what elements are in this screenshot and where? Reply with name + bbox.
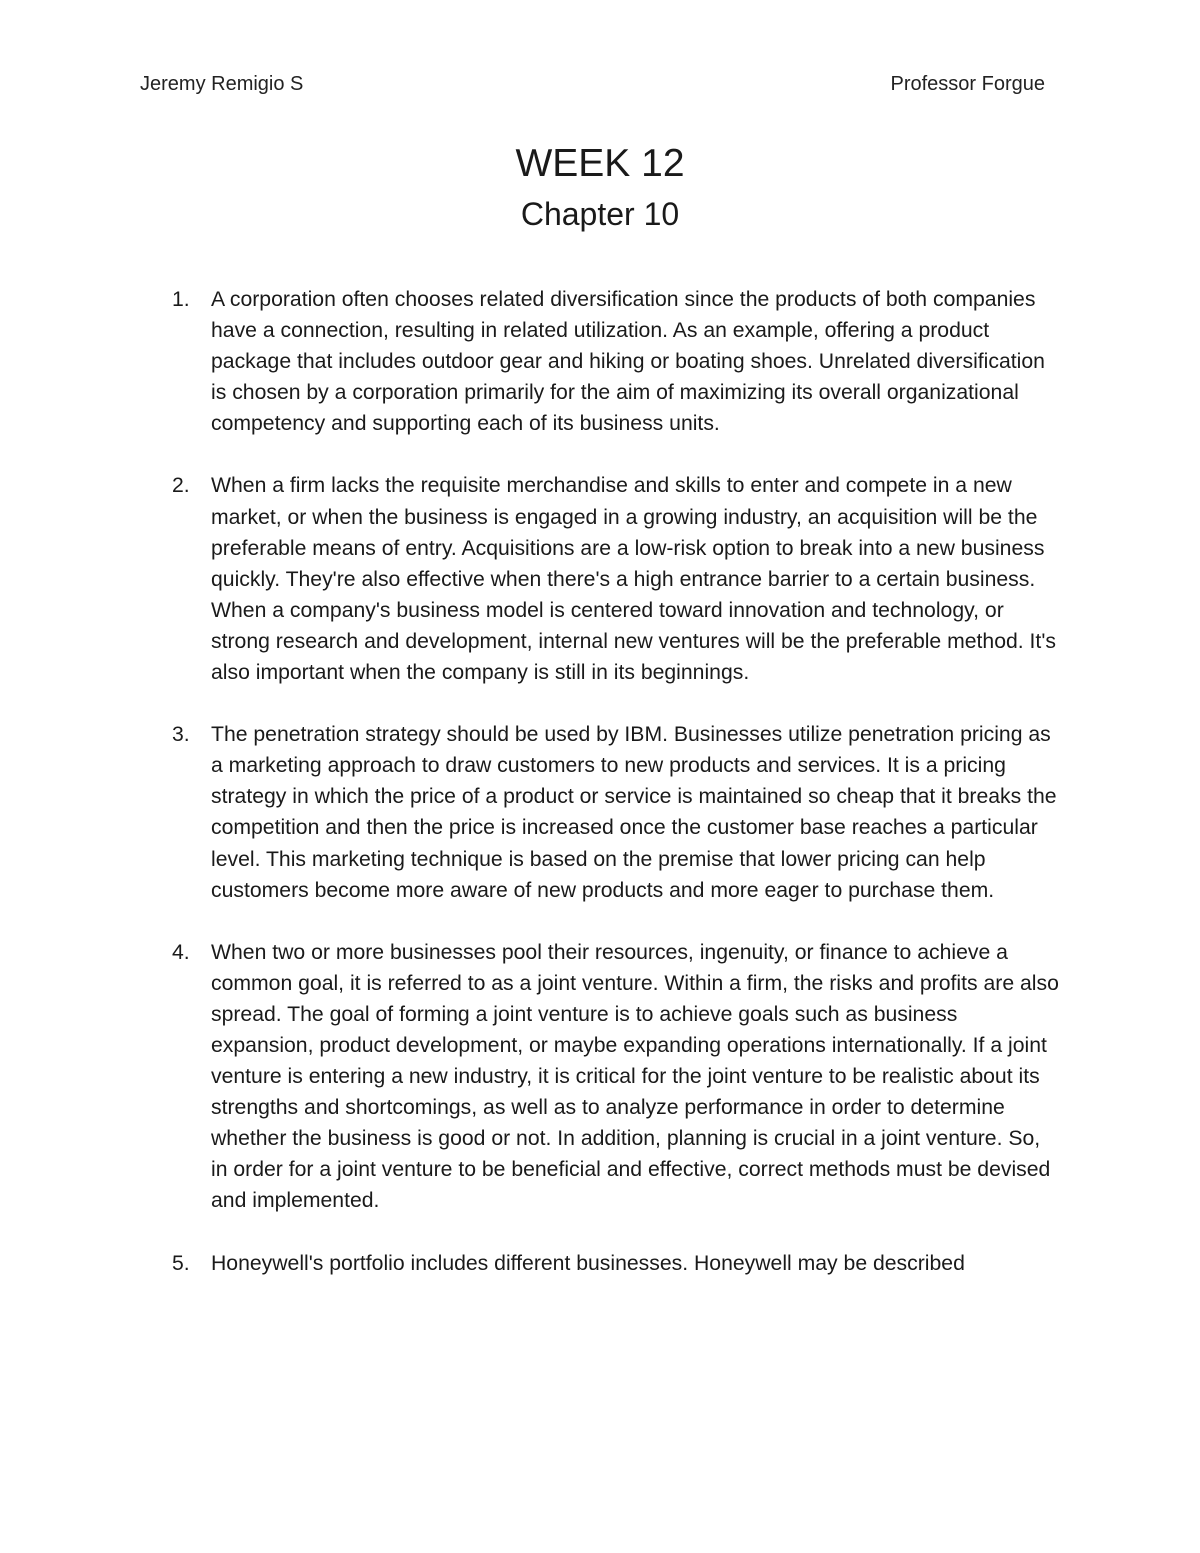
- list-item-text: When a firm lacks the requisite merchandise and skills to enter and compete in a new market, or when the business is engaged in a growing industry, an acquisition will be the preferable means of entry. Acquisitions are a low-risk option to break into a new business quickly. They're also effective when there's a high entrance barrier to a certain business. When a company's business model is centered toward innovation and technology, or strong research and development, internal new ventures will be the preferable method. It's also important when the company is still in its beginnings.: [211, 474, 1056, 685]
- page-header: [140, 70, 1045, 100]
- list-item: [0, 719, 1200, 906]
- professor-name: Professor Forgue: [890, 73, 1045, 95]
- list-item-number: 1.: [172, 288, 190, 311]
- list-item-number: 4.: [172, 940, 190, 964]
- page-subtitle: Chapter 10: [520, 196, 680, 232]
- list-item-number: 3.: [172, 723, 190, 747]
- list-item-number: 2.: [172, 474, 190, 498]
- list-item: [0, 1248, 1200, 1279]
- page-title: WEEK 12: [515, 142, 685, 185]
- answer-list: [0, 284, 1200, 1310]
- author-name: Jeremy Remigio S: [140, 73, 304, 95]
- list-item-text: The penetration strategy should be used by IBM. Businesses utilize penetration pricing as a marketing approach to draw customers to new products and services. It is a pricing strategy in which the price of a product or service is maintained so cheap that it breaks the competition and then the price is increased once the customer base reaches a particular level. This marketing technique is based on the premise that lower pricing can help customers become more aware of new products and more eager to purchase them.: [211, 723, 1057, 902]
- list-item-text: Honeywell's portfolio includes different businesses. Honeywell may be described: [211, 1251, 965, 1275]
- list-item: [0, 470, 1200, 688]
- list-item: [0, 284, 1200, 439]
- list-item-number: 5.: [172, 1251, 190, 1275]
- list-item-text: A corporation often chooses related diversification since the products of both companies have a connection, resulting in related utilization. As an example, offering a product package that includes outdoor gear and hiking or boating shoes. Unrelated diversification is chosen by a corporation primarily for the aim of maximizing its overall organizational competency and supporting each of its business units.: [211, 288, 1045, 436]
- list-item: [0, 937, 1200, 1217]
- list-item-text: When two or more businesses pool their resources, ingenuity, or finance to achieve a common goal, it is referred to as a joint venture. Within a firm, the risks and profits are also spread. The goal of forming a joint venture is to achieve goals such as business expansion, product development, or maybe expanding operations internationally. If a joint venture is entering a new industry, it is critical for the joint venture to be realistic about its strengths and shortcomings, as well as to analyze performance in order to determine whether the business is good or not. In addition, planning is crucial in a joint venture. So, in order for a joint venture to be beneficial and effective, correct methods must be devised and implemented.: [211, 940, 1059, 1213]
